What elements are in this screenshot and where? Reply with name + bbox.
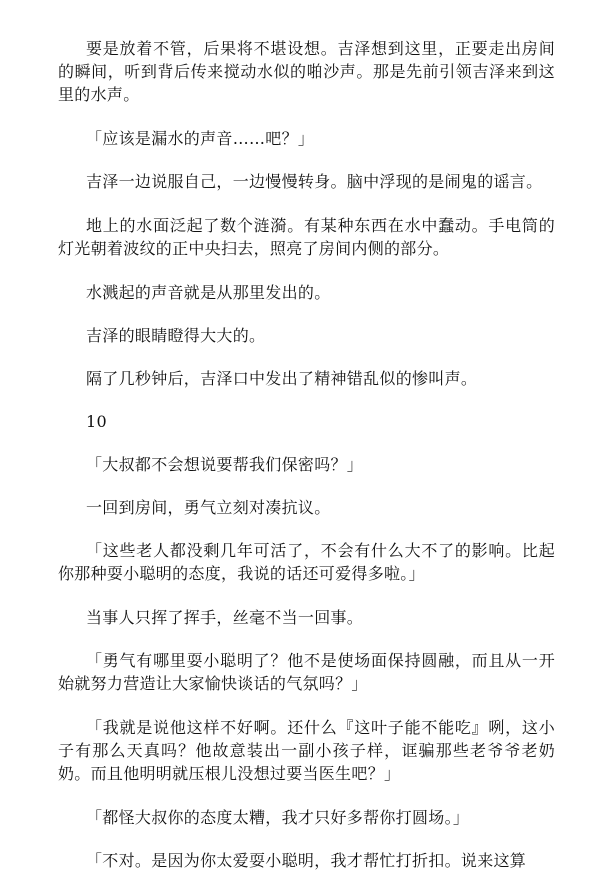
paragraph: 「应该是漏水的声音……吧？」 (86, 129, 315, 148)
paragraph: 一回到房间，勇气立刻对凑抗议。 (86, 498, 331, 517)
paragraph: 要是放着不管，后果将不堪设想。吉泽想到这里，正要走出房间的瞬间，听到背后传来搅动水似的啪沙声。那是先前引领吉泽来到这里的水声。 (58, 39, 555, 104)
paragraph: 地上的水面泛起了数个涟漪。有某种东西在水中蠢动。手电筒的灯光朝着波纹的正中央扫去，照亮了房间内侧的部分。 (58, 216, 555, 258)
paragraph: 「我就是说他这样不好啊。还什么『这叶子能不能吃』咧，这小子有那么天真吗？他故意装出一副小孩子样，诓骗那些老爷爷老奶奶。而且他明明就压根儿没想过要当医生吧？」 (58, 718, 555, 783)
paragraph: 吉泽的眼睛瞪得大大的。 (86, 326, 266, 345)
paragraph: 「都怪大叔你的态度太糟，我才只好多帮你打圆场。」 (86, 808, 470, 827)
paragraph: 隔了几秒钟后，吉泽口中发出了精神错乱似的惨叫声。 (86, 369, 478, 388)
paragraph: 「大叔都不会想说要帮我们保密吗？」 (86, 455, 364, 474)
chapter-number: 10 (86, 412, 107, 431)
paragraph: 「勇气有哪里耍小聪明了？他不是使场面保持圆融，而且从一开始就努力营造让大家愉快谈话的气氛吗？」 (58, 651, 555, 693)
paragraph: 水溅起的声音就是从那里发出的。 (86, 283, 331, 302)
paragraph: 当事人只挥了挥手，丝毫不当一回事。 (86, 608, 364, 627)
paragraph: 「这些老人都没剩几年可活了，不会有什么大不了的影响。比起你那种耍小聪明的态度，我说的话还可爱得多啦。」 (58, 541, 555, 583)
paragraph: 「不对。是因为你太爱耍小聪明，我才帮忙打折扣。说来这算 (86, 851, 527, 870)
paragraph: 吉泽一边说服自己，一边慢慢转身。脑中浮现的是闹鬼的谣言。 (86, 172, 543, 191)
